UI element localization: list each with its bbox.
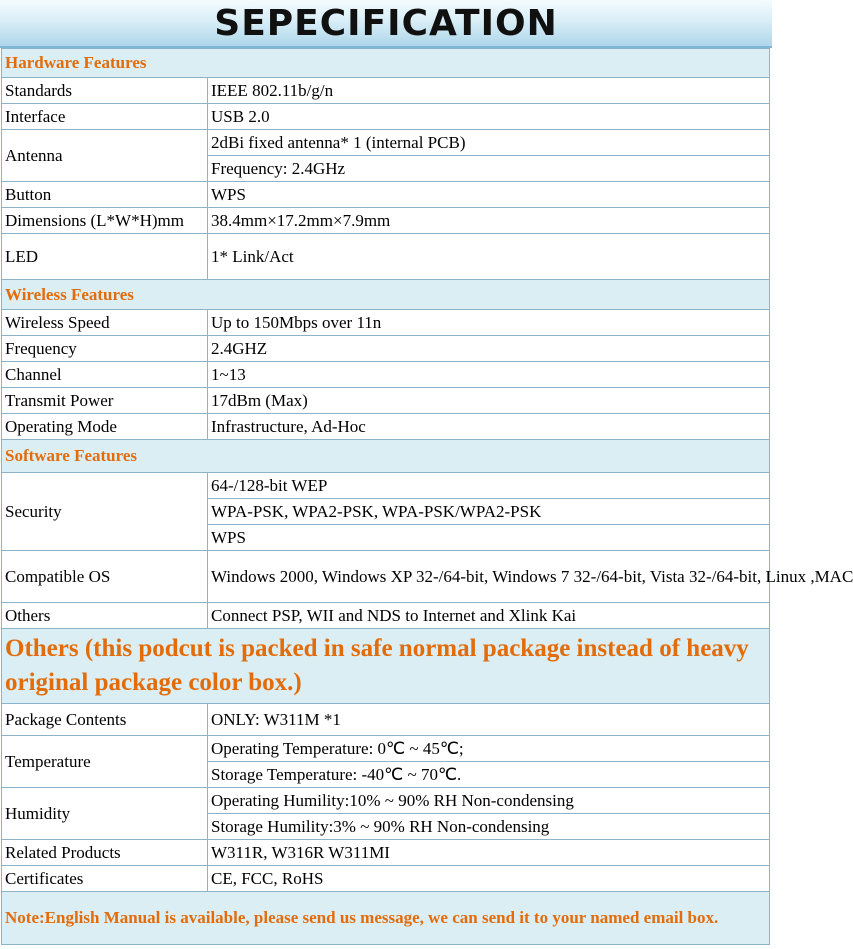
title-banner — [0, 0, 772, 48]
table-row — [2, 788, 770, 814]
row-value: Operating Humility:10% ~ 90% RH Non-condensing — [208, 788, 770, 814]
table-row — [2, 840, 770, 866]
table-row — [2, 310, 770, 336]
row-label: Interface — [2, 104, 208, 130]
section-row — [2, 440, 770, 473]
table-row — [2, 130, 770, 156]
row-value: WPA-PSK, WPA2-PSK, WPA-PSK/WPA2-PSK — [208, 499, 770, 525]
others-banner: Others (this podcut is packed in safe normal package instead of heavy original package color box.) — [2, 629, 770, 704]
row-label: Antenna — [2, 130, 208, 182]
section-row — [2, 280, 770, 310]
note-row — [2, 892, 770, 945]
row-label: Package Contents — [2, 704, 208, 736]
row-value: Connect PSP, WII and NDS to Internet and Xlink Kai — [208, 603, 770, 629]
row-value: 1* Link/Act — [208, 234, 770, 280]
table-row — [2, 736, 770, 762]
row-label: LED — [2, 234, 208, 280]
row-value: Storage Humility:3% ~ 90% RH Non-condensing — [208, 814, 770, 840]
page-title: SEPECIFICATION — [214, 2, 558, 44]
note-text: Note:English Manual is available, please send us message, we can send it to your named email box. — [2, 892, 770, 945]
table-row — [2, 234, 770, 280]
row-value: 2.4GHZ — [208, 336, 770, 362]
row-label: Others — [2, 603, 208, 629]
section-hardware: Hardware Features — [2, 49, 770, 78]
row-value: Storage Temperature: -40℃ ~ 70℃. — [208, 762, 770, 788]
row-label: Button — [2, 182, 208, 208]
row-value: Windows 2000, Windows XP 32-/64-bit, Windows 7 32-/64-bit, Vista 32-/64-bit, Linux ,MAC — [208, 551, 770, 603]
table-row — [2, 336, 770, 362]
row-value: CE, FCC, RoHS — [208, 866, 770, 892]
row-value: WPS — [208, 182, 770, 208]
row-value: IEEE 802.11b/g/n — [208, 78, 770, 104]
row-label: Frequency — [2, 336, 208, 362]
row-value: Up to 150Mbps over 11n — [208, 310, 770, 336]
table-row — [2, 78, 770, 104]
table-row — [2, 866, 770, 892]
section-software: Software Features — [2, 440, 770, 473]
row-value: 38.4mm×17.2mm×7.9mm — [208, 208, 770, 234]
table-row — [2, 388, 770, 414]
table-row — [2, 208, 770, 234]
row-value: Infrastructure, Ad-Hoc — [208, 414, 770, 440]
row-label: Related Products — [2, 840, 208, 866]
section-wireless: Wireless Features — [2, 280, 770, 310]
row-value: 17dBm (Max) — [208, 388, 770, 414]
row-label: Transmit Power — [2, 388, 208, 414]
row-value: WPS — [208, 525, 770, 551]
row-label: Wireless Speed — [2, 310, 208, 336]
section-row — [2, 49, 770, 78]
specification-table — [1, 48, 853, 945]
table-row — [2, 104, 770, 130]
row-value: 1~13 — [208, 362, 770, 388]
table-row — [2, 704, 770, 736]
table-row — [2, 551, 770, 603]
row-label: Operating Mode — [2, 414, 208, 440]
table-row — [2, 414, 770, 440]
others-banner-row — [2, 629, 770, 704]
row-value: Frequency: 2.4GHz — [208, 156, 770, 182]
row-value: 2dBi fixed antenna* 1 (internal PCB) — [208, 130, 770, 156]
row-label: Certificates — [2, 866, 208, 892]
row-value: USB 2.0 — [208, 104, 770, 130]
row-value: 64-/128-bit WEP — [208, 473, 770, 499]
table-row — [2, 182, 770, 208]
row-label: Temperature — [2, 736, 208, 788]
row-label: Humidity — [2, 788, 208, 840]
table-row — [2, 362, 770, 388]
row-label: Security — [2, 473, 208, 551]
row-label: Compatible OS — [2, 551, 208, 603]
row-value: ONLY: W311M *1 — [208, 704, 770, 736]
table-row — [2, 603, 770, 629]
row-value: W311R, W316R W311MI — [208, 840, 770, 866]
row-label: Standards — [2, 78, 208, 104]
row-value: Operating Temperature: 0℃ ~ 45℃; — [208, 736, 770, 762]
row-label: Dimensions (L*W*H)mm — [2, 208, 208, 234]
table-row — [2, 473, 770, 499]
row-label: Channel — [2, 362, 208, 388]
